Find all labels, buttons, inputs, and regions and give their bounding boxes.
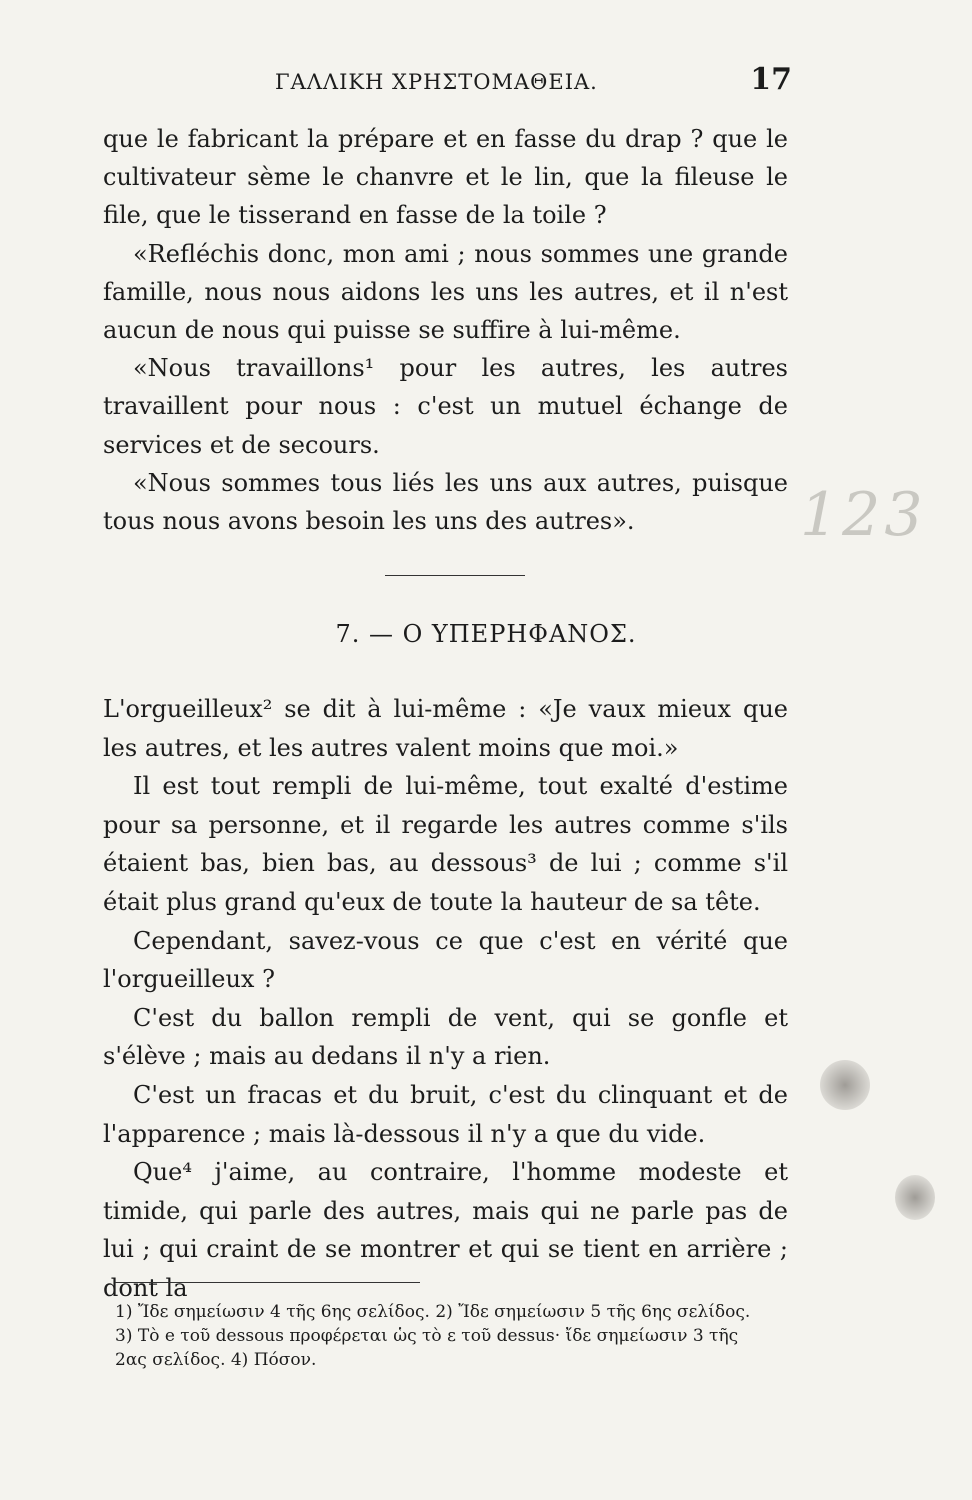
page-header: [100, 62, 800, 102]
paragraph: L'orgueilleux² se dit à lui-même : «Je vaux mieux que les autres, et les autres valent moins que moi.»: [103, 695, 788, 762]
paragraph: C'est un fracas et du bruit, c'est du clinquant et de l'apparence ; mais là-dessous il n'y a que du vide.: [103, 1080, 788, 1148]
section-title: 7. — Ο ΥΠΕΡΗΦΑΝΟΣ.: [335, 620, 637, 648]
footnote-line: 3) Τὸ e τοῦ dessous προφέρεται ὡς τὸ ε τοῦ dessus· ἴδε σημείωσιν 3 τῆς: [115, 1326, 739, 1346]
body-text: [103, 120, 788, 540]
paragraph: Cependant, savez-vous ce que c'est en vérité que l'orgueilleux ?: [103, 926, 788, 994]
footnote-line: 2ας σελίδος. 4) Πόσον.: [115, 1350, 317, 1370]
page-number: 17: [750, 62, 792, 97]
paragraph: Que⁴ j'aime, au contraire, l'homme modeste et timide, qui parle des autres, mais qui ne parle pas de lui ; qui craint de se montrer et qui se tient en arrière ; dont la: [103, 1158, 788, 1302]
paragraph: Il est tout rempli de lui-même, tout exalté d'estime pour sa personne, et il regarde les autres comme s'ils étaient bas, bien bas, au dessous³ de lui ; comme s'il était plus grand qu'eux de toute la hauteur de sa tête.: [103, 772, 788, 916]
footnote-rule: [115, 1282, 420, 1283]
section-divider: [385, 575, 525, 576]
running-title: ΓΑΛΛΙΚΗ ΧΡΗΣΤΟΜΑΘΕΙΑ.: [275, 70, 598, 94]
section-body: [103, 690, 788, 1308]
footnotes: [115, 1300, 805, 1372]
paragraph: «Nous sommes tous liés les uns aux autres, puisque tous nous avons besoin les uns des autres».: [103, 468, 788, 536]
footnote-line: 1) Ἴδε σημείωσιν 4 τῆς 6ης σελίδος. 2) Ἴδε σημείωσιν 5 τῆς 6ης σελίδος.: [115, 1302, 751, 1322]
paragraph: «Refléchis donc, mon ami ; nous sommes une grande famille, nous nous aidons les uns les autres, et il n'est aucun de nous qui puisse se suffire à lui-même.: [103, 239, 788, 345]
ink-smudge: [895, 1175, 935, 1220]
paragraph: «Nous travaillons¹ pour les autres, les autres travaillent pour nous : c'est un mutuel échange de services et de secours.: [103, 354, 788, 459]
paragraph: que le fabricant la prépare et en fasse du drap ? que le cultivateur sème le chanvre et le lin, que la fileuse le file, que le tisserand en fasse de la toile ?: [103, 125, 788, 230]
ink-smudge: [820, 1060, 870, 1110]
handwritten-margin-note: 123: [800, 480, 927, 550]
paragraph: C'est du ballon rempli de vent, qui se gonfle et s'élève ; mais au dedans il n'y a rien.: [103, 1003, 788, 1071]
